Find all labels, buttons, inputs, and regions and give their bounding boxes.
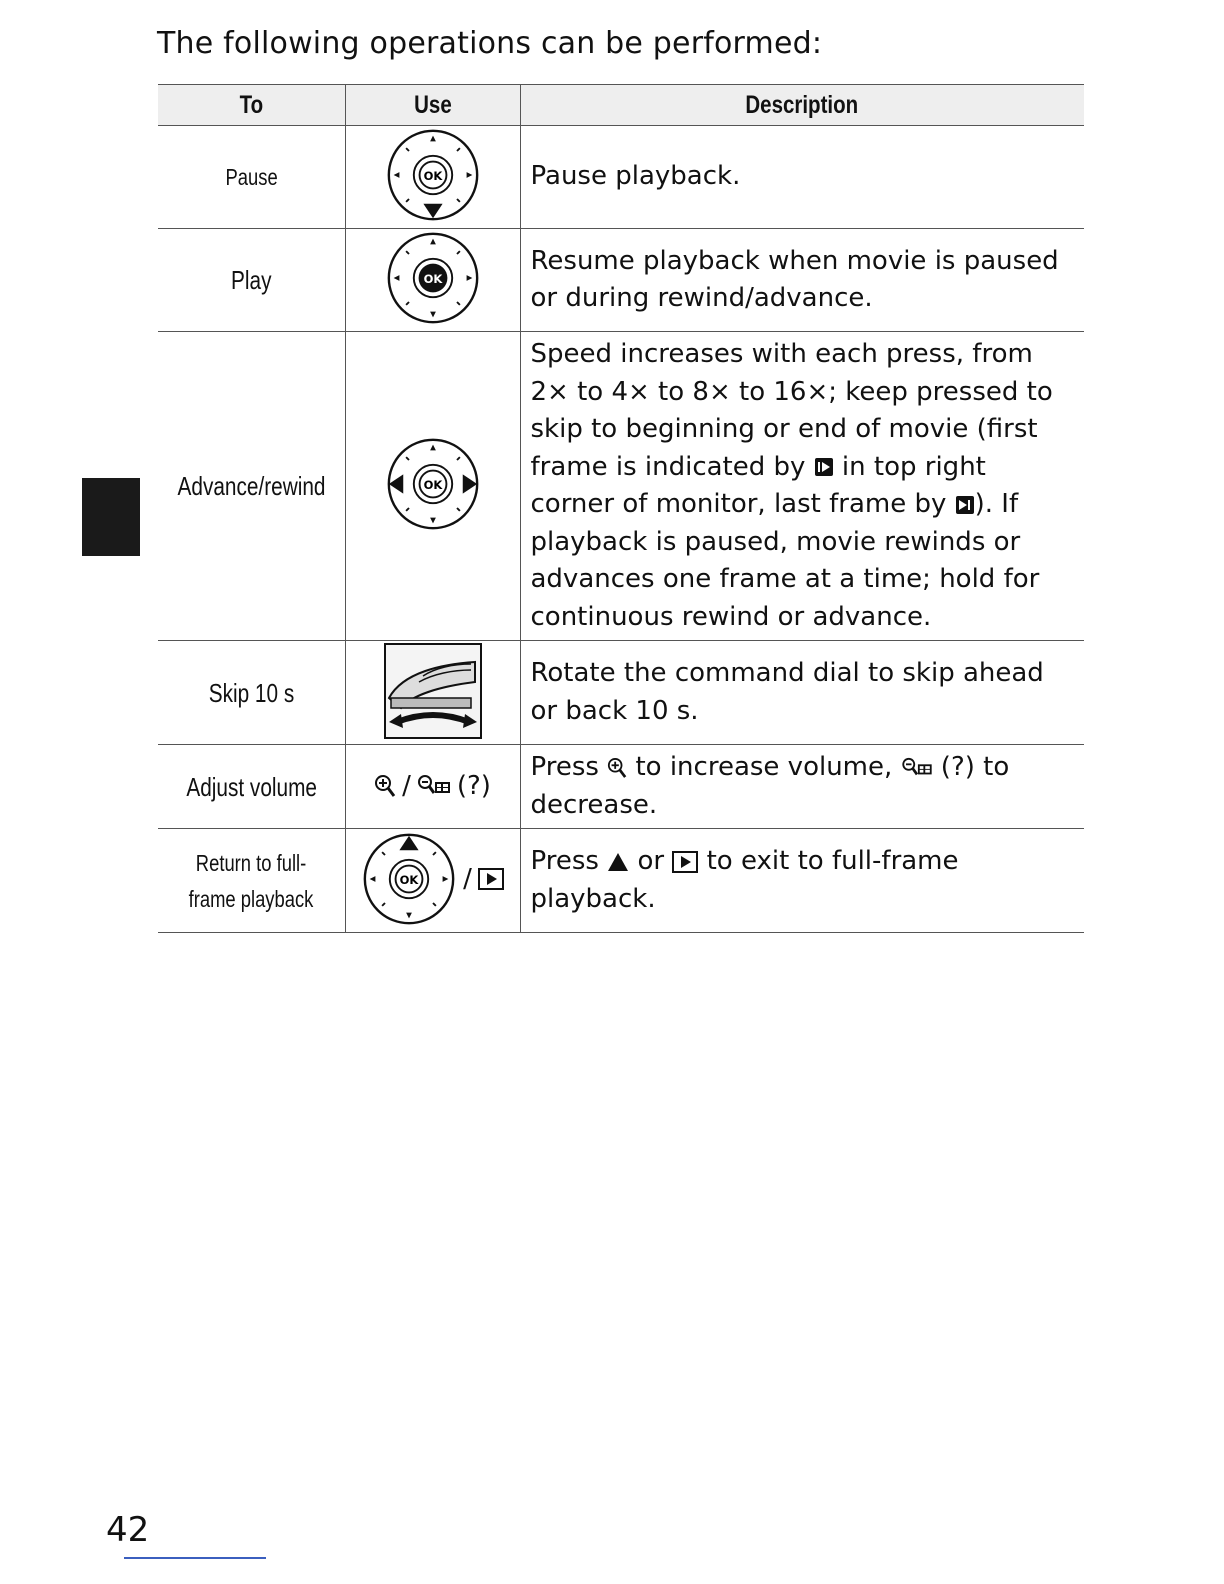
svg-text:OK: OK <box>423 271 442 286</box>
table-row <box>158 229 1084 332</box>
row-description: Press to increase volume, (?) to decrease. <box>520 745 1084 829</box>
volume-buttons: / (?) <box>374 771 491 801</box>
page-number-underline <box>124 1557 266 1559</box>
command-dial-icon <box>383 642 483 740</box>
operations-table <box>158 84 1084 933</box>
zoom-out-thumbnail-icon <box>901 757 933 779</box>
row-use <box>345 126 520 229</box>
row-use <box>345 641 520 745</box>
table-row <box>158 641 1084 745</box>
row-to: Adjust volume <box>158 745 345 829</box>
zoom-in-icon <box>374 774 396 798</box>
row-description: Press or to exit to full-frame playback. <box>520 829 1084 933</box>
svg-text:OK: OK <box>399 872 419 887</box>
row-to: Play <box>158 229 345 332</box>
zoom-in-icon <box>607 757 627 779</box>
svg-text:OK: OK <box>423 168 442 183</box>
multi-selector-down-icon <box>385 127 481 223</box>
up-arrow-icon <box>607 852 629 872</box>
row-description: Pause playback. <box>520 126 1084 229</box>
row-use <box>345 229 520 332</box>
table-row <box>158 126 1084 229</box>
svg-text:OK: OK <box>423 477 442 492</box>
row-use <box>345 829 520 933</box>
last-frame-icon <box>955 495 975 515</box>
multi-selector-up-icon <box>361 831 457 927</box>
ok-button-icon <box>385 230 481 326</box>
section-tab-marker <box>82 478 140 556</box>
zoom-out-thumbnail-icon <box>417 774 451 798</box>
header-use: Use <box>345 85 520 126</box>
intro-text: The following operations can be performed: <box>157 26 823 61</box>
row-description: Rotate the command dial to skip ahead or back 10 s. <box>520 641 1084 745</box>
first-frame-icon <box>814 457 834 477</box>
header-description: Description <box>520 85 1084 126</box>
table-row <box>158 829 1084 933</box>
return-buttons: OK / <box>361 831 504 927</box>
row-to: Return to full- frame playback <box>158 829 345 933</box>
row-to: Pause <box>158 126 345 229</box>
table-row <box>158 745 1084 829</box>
playback-button-icon <box>478 868 504 890</box>
row-description: Resume playback when movie is paused or during rewind/advance. <box>520 229 1084 332</box>
table-row <box>158 332 1084 641</box>
playback-button-icon <box>672 851 698 873</box>
row-to: Advance/rewind <box>158 332 345 641</box>
table-header-row <box>158 85 1084 126</box>
page-number: 42 <box>106 1510 150 1550</box>
row-to: Skip 10 s <box>158 641 345 745</box>
help-label: (?) <box>456 771 491 801</box>
row-use <box>345 745 520 829</box>
row-description: Speed increases with each press, from 2× to 4× to 8× to 16×; keep pressed to skip to beginning or end of movie (first frame is indicated by in top right corner of monitor, last frame by ). If playback is paused, movie rewinds or advances one frame at a time; hold for continuous rewind or advance. <box>520 332 1084 641</box>
multi-selector-left-right-icon <box>385 436 481 532</box>
row-use <box>345 332 520 641</box>
header-to: To <box>158 85 345 126</box>
